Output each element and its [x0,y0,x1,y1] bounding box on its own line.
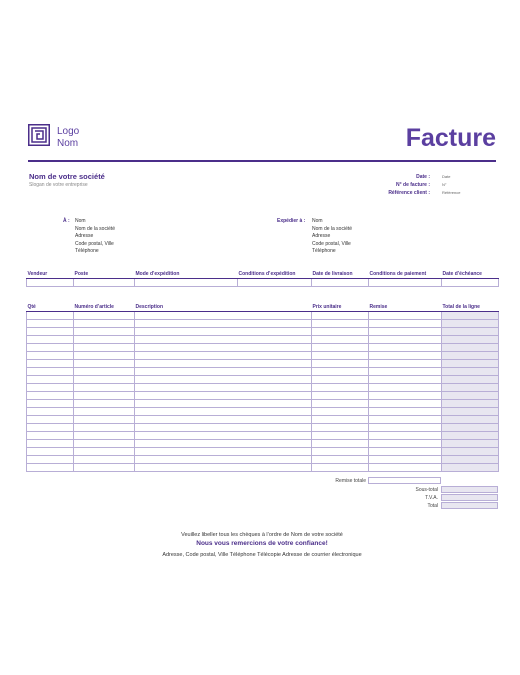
total-value[interactable] [441,502,498,509]
table-cell[interactable] [312,408,369,416]
col-header: Remise [369,303,442,312]
table-cell[interactable] [135,279,238,287]
table-cell[interactable] [135,368,312,376]
col-header: Prix unitaire [312,303,369,312]
table-cell[interactable] [312,352,369,360]
table-cell[interactable] [369,376,442,384]
table-cell[interactable] [27,400,74,408]
table-cell[interactable] [135,448,312,456]
thanks-message: Nous vous remercions de votre confiance! [196,540,328,547]
table-cell[interactable] [442,320,499,328]
contact-info[interactable]: Adresse, Code postal, Ville Téléphone Télécopie Adresse de courrier électronique [162,552,362,558]
subtotal-value[interactable] [441,486,498,493]
col-header: Description [135,303,312,312]
table-cell[interactable] [74,432,135,440]
shipping-line: Adresse [312,233,331,239]
table-cell[interactable] [369,456,442,464]
table-cell[interactable] [369,400,442,408]
table-cell[interactable] [74,352,135,360]
meta-invoice-number [360,182,490,190]
total-discount-row [26,477,498,485]
table-cell[interactable] [442,448,499,456]
table-cell[interactable] [442,384,499,392]
table-cell[interactable] [442,416,499,424]
table-cell[interactable] [135,320,312,328]
table-cell[interactable] [369,408,442,416]
table-row [27,392,499,400]
meta-date [360,174,490,182]
table-cell[interactable] [312,336,369,344]
meta-date-label: Date : [416,174,430,180]
table-cell[interactable] [74,360,135,368]
total-discount-label: Remise totale [335,478,366,484]
table-cell[interactable] [312,279,369,287]
table-cell[interactable] [74,344,135,352]
table-cell[interactable] [27,368,74,376]
billing-label: À : [63,218,70,224]
table-cell[interactable] [442,352,499,360]
table-cell[interactable] [442,456,499,464]
table-cell[interactable] [312,440,369,448]
table-cell[interactable] [74,464,135,472]
table-cell[interactable] [135,312,312,320]
table-cell[interactable] [442,424,499,432]
col-header: Conditions de paiement [369,270,442,279]
table-cell[interactable] [27,448,74,456]
invoice-title: Facture [405,124,496,152]
table-cell[interactable] [369,344,442,352]
logo-text [57,126,79,150]
table-cell[interactable] [135,432,312,440]
table-cell[interactable] [135,456,312,464]
tax-value[interactable] [441,494,498,501]
table-cell[interactable] [135,376,312,384]
shipping-line: Téléphone [312,248,336,254]
table-cell[interactable] [27,416,74,424]
col-header: Qté [27,303,74,312]
table-row [27,328,499,336]
table-cell[interactable] [74,279,135,287]
table-cell[interactable] [27,344,74,352]
table-cell[interactable] [135,464,312,472]
table-cell[interactable] [369,336,442,344]
billing-address[interactable] [75,218,115,256]
tax-row [26,494,498,502]
table-cell[interactable] [135,400,312,408]
table-cell[interactable] [369,464,442,472]
logo-line-2: Nom [57,138,79,149]
table-row [27,440,499,448]
meta-date-value[interactable]: Date [442,174,451,179]
items-table-body [27,312,499,472]
col-header: Poste [74,270,135,279]
table-cell[interactable] [312,432,369,440]
shipping-table-row [27,279,499,287]
table-cell[interactable] [442,400,499,408]
table-row [27,416,499,424]
col-header: Date d’échéance [442,270,499,279]
table-cell[interactable] [27,432,74,440]
table-row [27,424,499,432]
table-cell[interactable] [442,312,499,320]
table-row [27,312,499,320]
table-row [27,456,499,464]
table-row [27,320,499,328]
table-cell[interactable] [135,384,312,392]
table-row [27,408,499,416]
table-cell[interactable] [312,320,369,328]
meta-invoice-number-value[interactable]: N° [442,182,447,187]
table-cell[interactable] [135,360,312,368]
table-cell[interactable] [369,279,442,287]
table-cell[interactable] [442,392,499,400]
table-cell[interactable] [369,440,442,448]
table-cell[interactable] [135,440,312,448]
total-label: Total [427,503,438,509]
billing-line: Nom de la société [75,225,116,232]
table-cell[interactable] [312,464,369,472]
table-cell[interactable] [27,384,74,392]
table-cell[interactable] [238,279,312,287]
billing-line: Adresse [75,233,94,239]
company-slogan[interactable]: Slogan de votre entreprise [29,182,88,188]
line-items-table [26,303,499,472]
shipping-line: Nom de la société [312,225,353,232]
company-name[interactable]: Nom de votre société [29,172,105,181]
logo-icon [28,124,50,146]
table-cell[interactable] [135,416,312,424]
table-cell[interactable] [27,312,74,320]
shipping-label: Expédier à : [277,218,306,224]
table-cell[interactable] [369,416,442,424]
table-cell[interactable] [312,328,369,336]
table-row [27,352,499,360]
table-cell[interactable] [312,312,369,320]
table-cell[interactable] [442,464,499,472]
meta-customer-ref-label: Référence client : [388,190,430,196]
table-cell[interactable] [135,336,312,344]
table-cell[interactable] [74,416,135,424]
table-cell[interactable] [442,368,499,376]
table-cell[interactable] [27,360,74,368]
table-cell[interactable] [74,456,135,464]
table-cell[interactable] [74,384,135,392]
billing-line: Téléphone [75,248,99,254]
table-row [27,432,499,440]
table-cell[interactable] [74,400,135,408]
table-cell[interactable] [27,279,74,287]
table-cell[interactable] [312,392,369,400]
table-cell[interactable] [442,279,499,287]
table-cell[interactable] [135,352,312,360]
table-row [27,448,499,456]
table-cell[interactable] [74,376,135,384]
table-cell[interactable] [312,368,369,376]
table-row [27,368,499,376]
table-cell[interactable] [312,448,369,456]
items-table-header [27,303,499,312]
table-cell[interactable] [27,320,74,328]
col-header: Date de livraison [312,270,369,279]
col-header: Total de la ligne [442,303,499,312]
table-cell[interactable] [312,376,369,384]
table-cell[interactable] [442,440,499,448]
table-cell[interactable] [74,312,135,320]
table-cell[interactable] [27,440,74,448]
table-cell[interactable] [27,408,74,416]
shipping-table-header [27,270,499,279]
col-header: Vendeur [27,270,74,279]
table-cell[interactable] [369,424,442,432]
table-cell[interactable] [27,352,74,360]
table-cell[interactable] [312,424,369,432]
table-row [27,384,499,392]
table-row [27,336,499,344]
billing-line: Nom [75,218,86,224]
table-cell[interactable] [135,408,312,416]
table-cell[interactable] [369,352,442,360]
table-cell[interactable] [27,464,74,472]
header-divider [28,160,496,162]
table-cell[interactable] [442,336,499,344]
table-cell[interactable] [135,344,312,352]
shipping-address[interactable] [312,218,352,256]
table-cell[interactable] [135,392,312,400]
table-cell[interactable] [369,392,442,400]
subtotal-label: Sous-total [415,487,438,493]
table-cell[interactable] [74,440,135,448]
table-cell[interactable] [312,344,369,352]
shipping-details-table [26,270,499,287]
col-header: Conditions d’expédition [238,270,312,279]
table-cell[interactable] [135,424,312,432]
meta-invoice-number-label: N° de facture : [396,182,430,188]
table-cell[interactable] [74,320,135,328]
meta-customer-ref [360,190,490,198]
table-row [27,344,499,352]
table-cell[interactable] [27,376,74,384]
table-cell[interactable] [369,360,442,368]
table-cell[interactable] [27,456,74,464]
table-cell[interactable] [442,344,499,352]
table-cell[interactable] [442,360,499,368]
table-cell[interactable] [74,392,135,400]
table-cell[interactable] [27,328,74,336]
table-cell[interactable] [74,448,135,456]
total-row [26,502,498,510]
table-cell[interactable] [74,336,135,344]
table-cell[interactable] [442,328,499,336]
table-cell[interactable] [312,384,369,392]
table-cell[interactable] [312,456,369,464]
table-row [27,360,499,368]
table-cell[interactable] [74,408,135,416]
table-cell[interactable] [27,424,74,432]
table-cell[interactable] [442,408,499,416]
table-cell[interactable] [369,328,442,336]
subtotal-row [26,486,498,494]
table-cell[interactable] [442,376,499,384]
cheque-note: Veuillez libeller tous les chèques à l’ordre de Nom de votre société [181,532,343,538]
table-cell[interactable] [369,384,442,392]
table-cell[interactable] [74,424,135,432]
table-cell[interactable] [312,416,369,424]
meta-customer-ref-value[interactable]: Référence [442,190,461,195]
table-cell[interactable] [312,400,369,408]
shipping-line: Nom [312,218,323,224]
table-row [27,376,499,384]
total-discount-value[interactable] [368,477,441,484]
table-cell[interactable] [369,320,442,328]
logo-line-1: Logo [57,126,80,137]
table-cell[interactable] [74,328,135,336]
table-cell[interactable] [369,448,442,456]
col-header: Numéro d’article [74,303,135,312]
table-cell[interactable] [312,360,369,368]
table-cell[interactable] [442,432,499,440]
table-cell[interactable] [369,432,442,440]
table-row [27,400,499,408]
table-cell[interactable] [369,368,442,376]
tax-label: T.V.A. [425,495,438,501]
shipping-line: Code postal, Ville [312,240,351,247]
col-header: Mode d’expédition [135,270,238,279]
table-cell[interactable] [369,312,442,320]
table-row [27,464,499,472]
table-cell[interactable] [135,328,312,336]
table-cell[interactable] [27,392,74,400]
table-cell[interactable] [27,336,74,344]
table-cell[interactable] [74,368,135,376]
billing-line: Code postal, Ville [75,240,114,247]
